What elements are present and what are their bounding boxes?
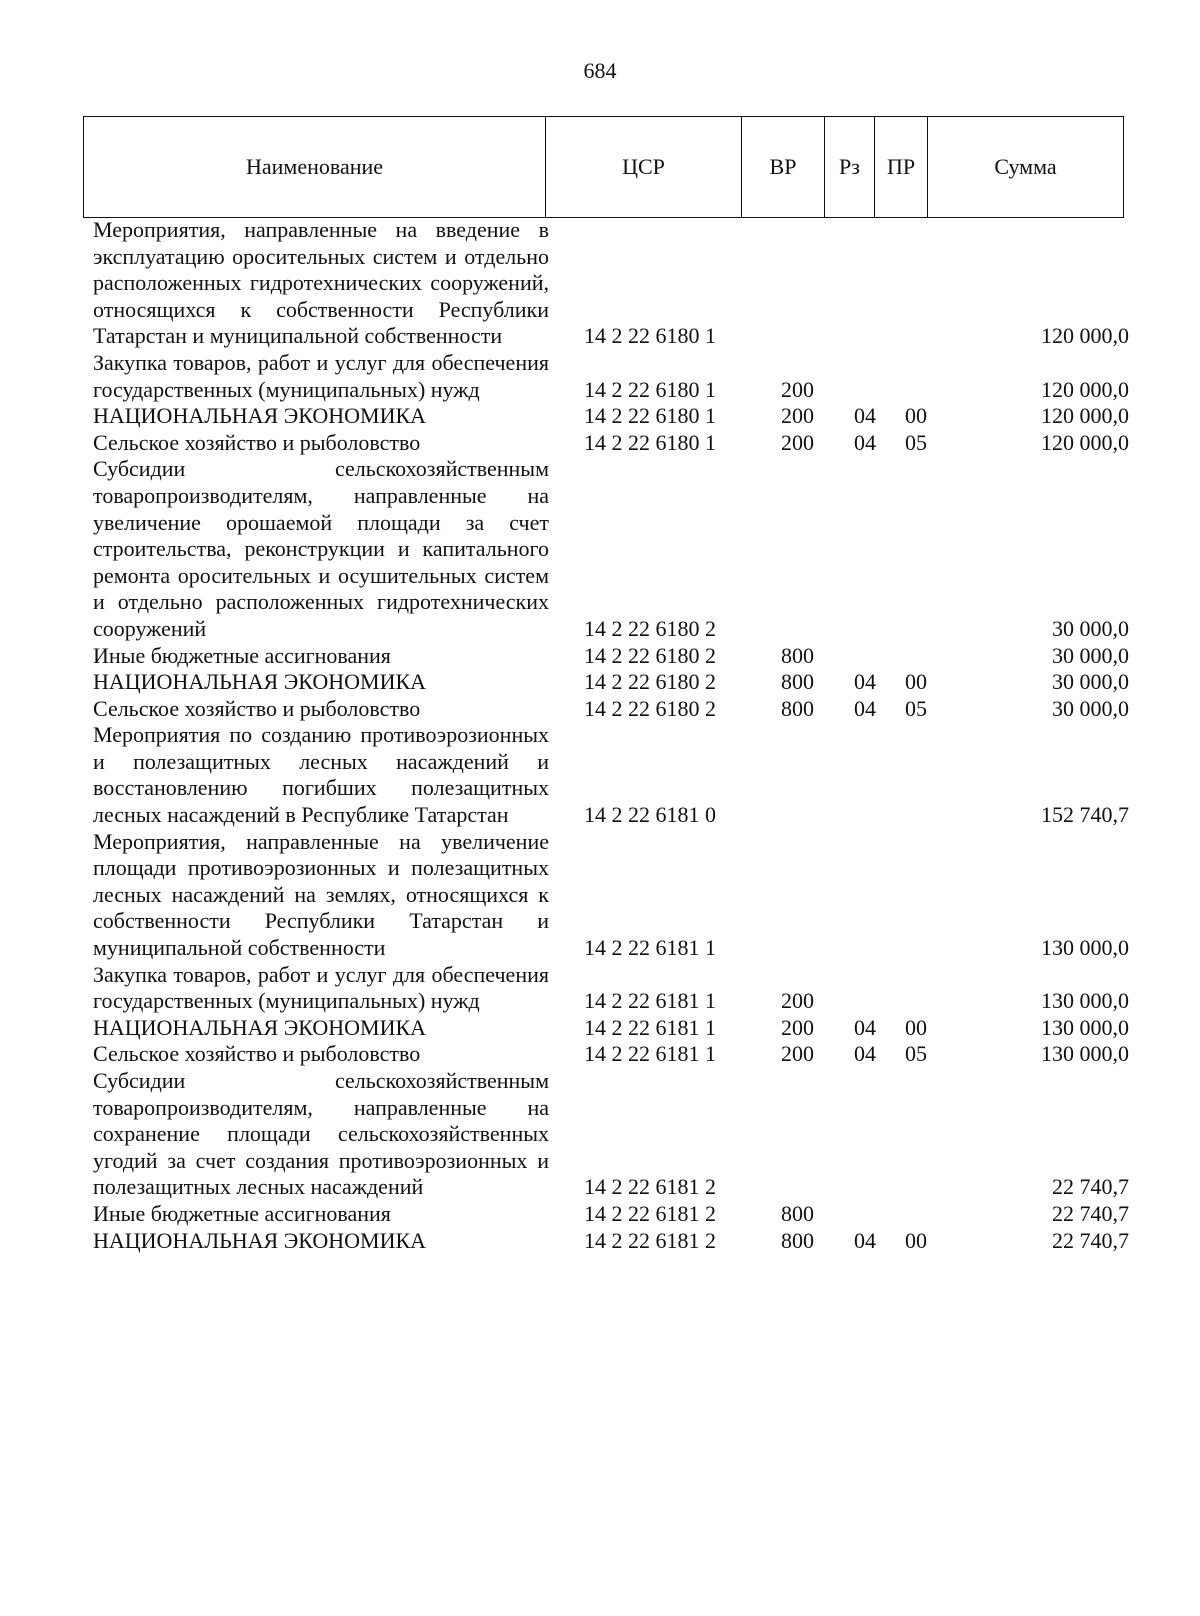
header-rz: Рз <box>825 117 875 218</box>
vr-cell: 200 <box>781 429 814 455</box>
vr-cell: 200 <box>781 988 814 1014</box>
sum-cell: 130 000,0 <box>1041 988 1129 1014</box>
rz-cell: 04 <box>854 1227 876 1253</box>
vr-cell: 800 <box>781 642 814 668</box>
sum-cell: 152 740,7 <box>1041 802 1129 828</box>
pr-cell: 05 <box>905 429 927 455</box>
sum-cell: 130 000,0 <box>1041 935 1129 961</box>
row-cells <box>549 323 1200 350</box>
sum-cell: 30 000,0 <box>1052 669 1129 695</box>
row-cells <box>549 1015 1200 1042</box>
rz-cell: 04 <box>854 669 876 695</box>
row-name: Мероприятия, направленные на увеличение площади противоэрозионных и полезащитных лесных насаждений на землях, относящихся к собственности Республики Татарстан и муниципальной собственности <box>93 828 549 961</box>
csr-cell: 14 2 22 6180 2 <box>584 615 716 641</box>
row-name: Мероприятия по созданию противоэрозионных и полезащитных лесных насаждений и восстановлению погибших полезащитных лесных насаждений в Республике Татарстан <box>93 722 549 828</box>
row-name: Субсидии сельскохозяйственным товаропроизводителям, направленные на сохранение площади сельскохозяйственных угодий за счет создания противоэрозионных и полезащитных лесных насаждений <box>93 1068 549 1200</box>
row-cells <box>549 1228 1200 1255</box>
sum-cell: 22 740,7 <box>1052 1200 1129 1226</box>
csr-cell: 14 2 22 6181 2 <box>584 1227 716 1253</box>
row-cells <box>549 1201 1200 1228</box>
sum-cell: 120 000,0 <box>1041 429 1129 455</box>
row-cells <box>549 669 1200 696</box>
sum-cell: 30 000,0 <box>1052 695 1129 721</box>
row-name: Сельское хозяйство и рыболовство <box>93 429 421 455</box>
table-row <box>0 217 1200 350</box>
table-header <box>83 116 1124 218</box>
row-name: НАЦИОНАЛЬНАЯ ЭКОНОМИКА <box>93 403 427 429</box>
sum-cell: 22 740,7 <box>1052 1174 1129 1200</box>
csr-cell: 14 2 22 6181 1 <box>584 935 716 961</box>
sum-cell: 120 000,0 <box>1041 323 1129 349</box>
csr-cell: 14 2 22 6181 1 <box>584 1014 716 1040</box>
table-row <box>0 456 1200 642</box>
vr-cell: 200 <box>781 403 814 429</box>
row-name: Иные бюджетные ассигнования <box>93 1200 391 1226</box>
sum-cell: 22 740,7 <box>1052 1227 1129 1253</box>
vr-cell: 200 <box>781 1041 814 1067</box>
vr-cell: 200 <box>781 376 814 402</box>
row-name: Субсидии сельскохозяйственным товаропроизводителям, направленные на увеличение орошаемой площади за счет строительства, реконструкции и капитального ремонта оросительных и осушительных систем и отдельно расположенных гидротехнических сооружений <box>93 456 549 641</box>
table-row <box>0 1201 1200 1228</box>
csr-cell: 14 2 22 6180 1 <box>584 403 716 429</box>
row-cells <box>549 802 1200 829</box>
table-row <box>0 1068 1200 1201</box>
row-cells <box>549 696 1200 723</box>
row-cells <box>549 1174 1200 1201</box>
row-cells <box>549 430 1200 457</box>
csr-cell: 14 2 22 6180 1 <box>584 323 716 349</box>
row-name: НАЦИОНАЛЬНАЯ ЭКОНОМИКА <box>93 669 427 695</box>
row-cells <box>549 1041 1200 1068</box>
row-name: Иные бюджетные ассигнования <box>93 642 391 668</box>
csr-cell: 14 2 22 6181 1 <box>584 1041 716 1067</box>
row-name: НАЦИОНАЛЬНАЯ ЭКОНОМИКА <box>93 1014 427 1040</box>
table-row <box>0 962 1200 1015</box>
pr-cell: 00 <box>905 1227 927 1253</box>
table-row <box>0 1228 1200 1255</box>
vr-cell: 800 <box>781 695 814 721</box>
csr-cell: 14 2 22 6181 1 <box>584 988 716 1014</box>
header-name: Наименование <box>84 117 546 218</box>
rz-cell: 04 <box>854 1041 876 1067</box>
pr-cell: 00 <box>905 403 927 429</box>
vr-cell: 200 <box>781 1014 814 1040</box>
row-cells <box>549 377 1200 404</box>
table-row <box>0 1041 1200 1068</box>
csr-cell: 14 2 22 6180 2 <box>584 669 716 695</box>
row-name: Мероприятия, направленные на введение в эксплуатацию оросительных систем и отдельно расположенных гидротехнических сооружений, относящихся к собственности Республики Татарстан и муниципальной собственности <box>93 217 549 349</box>
row-name: Сельское хозяйство и рыболовство <box>93 1041 421 1067</box>
rz-cell: 04 <box>854 429 876 455</box>
table-row <box>0 669 1200 696</box>
row-name: Сельское хозяйство и рыболовство <box>93 695 421 721</box>
csr-cell: 14 2 22 6181 2 <box>584 1174 716 1200</box>
row-cells <box>549 935 1200 962</box>
rz-cell: 04 <box>854 1014 876 1040</box>
header-sum: Сумма <box>928 117 1124 218</box>
pr-cell: 00 <box>905 1014 927 1040</box>
row-cells <box>549 643 1200 670</box>
header-csr: ЦСР <box>546 117 742 218</box>
sum-cell: 130 000,0 <box>1041 1014 1129 1040</box>
pr-cell: 05 <box>905 695 927 721</box>
table-body <box>0 217 1200 1254</box>
row-cells <box>549 988 1200 1015</box>
row-name: Закупка товаров, работ и услуг для обеспечения государственных (муниципальных) нужд <box>93 349 549 402</box>
table-row <box>0 350 1200 403</box>
csr-cell: 14 2 22 6181 0 <box>584 802 716 828</box>
csr-cell: 14 2 22 6180 2 <box>584 642 716 668</box>
table-row <box>0 829 1200 962</box>
pr-cell: 00 <box>905 669 927 695</box>
sum-cell: 30 000,0 <box>1052 642 1129 668</box>
table-row <box>0 403 1200 430</box>
sum-cell: 30 000,0 <box>1052 615 1129 641</box>
row-name: Закупка товаров, работ и услуг для обеспечения государственных (муниципальных) нужд <box>93 961 549 1014</box>
page-number: 684 <box>583 58 617 83</box>
table-row <box>0 643 1200 670</box>
row-cells <box>549 616 1200 643</box>
header-pr: ПР <box>875 117 928 218</box>
csr-cell: 14 2 22 6180 1 <box>584 376 716 402</box>
table-row <box>0 722 1200 828</box>
table-row <box>0 1015 1200 1042</box>
rz-cell: 04 <box>854 403 876 429</box>
csr-cell: 14 2 22 6180 2 <box>584 695 716 721</box>
vr-cell: 800 <box>781 1227 814 1253</box>
vr-cell: 800 <box>781 1200 814 1226</box>
vr-cell: 800 <box>781 669 814 695</box>
csr-cell: 14 2 22 6181 2 <box>584 1200 716 1226</box>
sum-cell: 120 000,0 <box>1041 403 1129 429</box>
table-row <box>0 430 1200 457</box>
header-vr: ВР <box>742 117 825 218</box>
row-cells <box>549 403 1200 430</box>
row-name: НАЦИОНАЛЬНАЯ ЭКОНОМИКА <box>93 1227 427 1253</box>
sum-cell: 120 000,0 <box>1041 376 1129 402</box>
table-row <box>0 696 1200 723</box>
pr-cell: 05 <box>905 1041 927 1067</box>
sum-cell: 130 000,0 <box>1041 1041 1129 1067</box>
csr-cell: 14 2 22 6180 1 <box>584 429 716 455</box>
rz-cell: 04 <box>854 695 876 721</box>
